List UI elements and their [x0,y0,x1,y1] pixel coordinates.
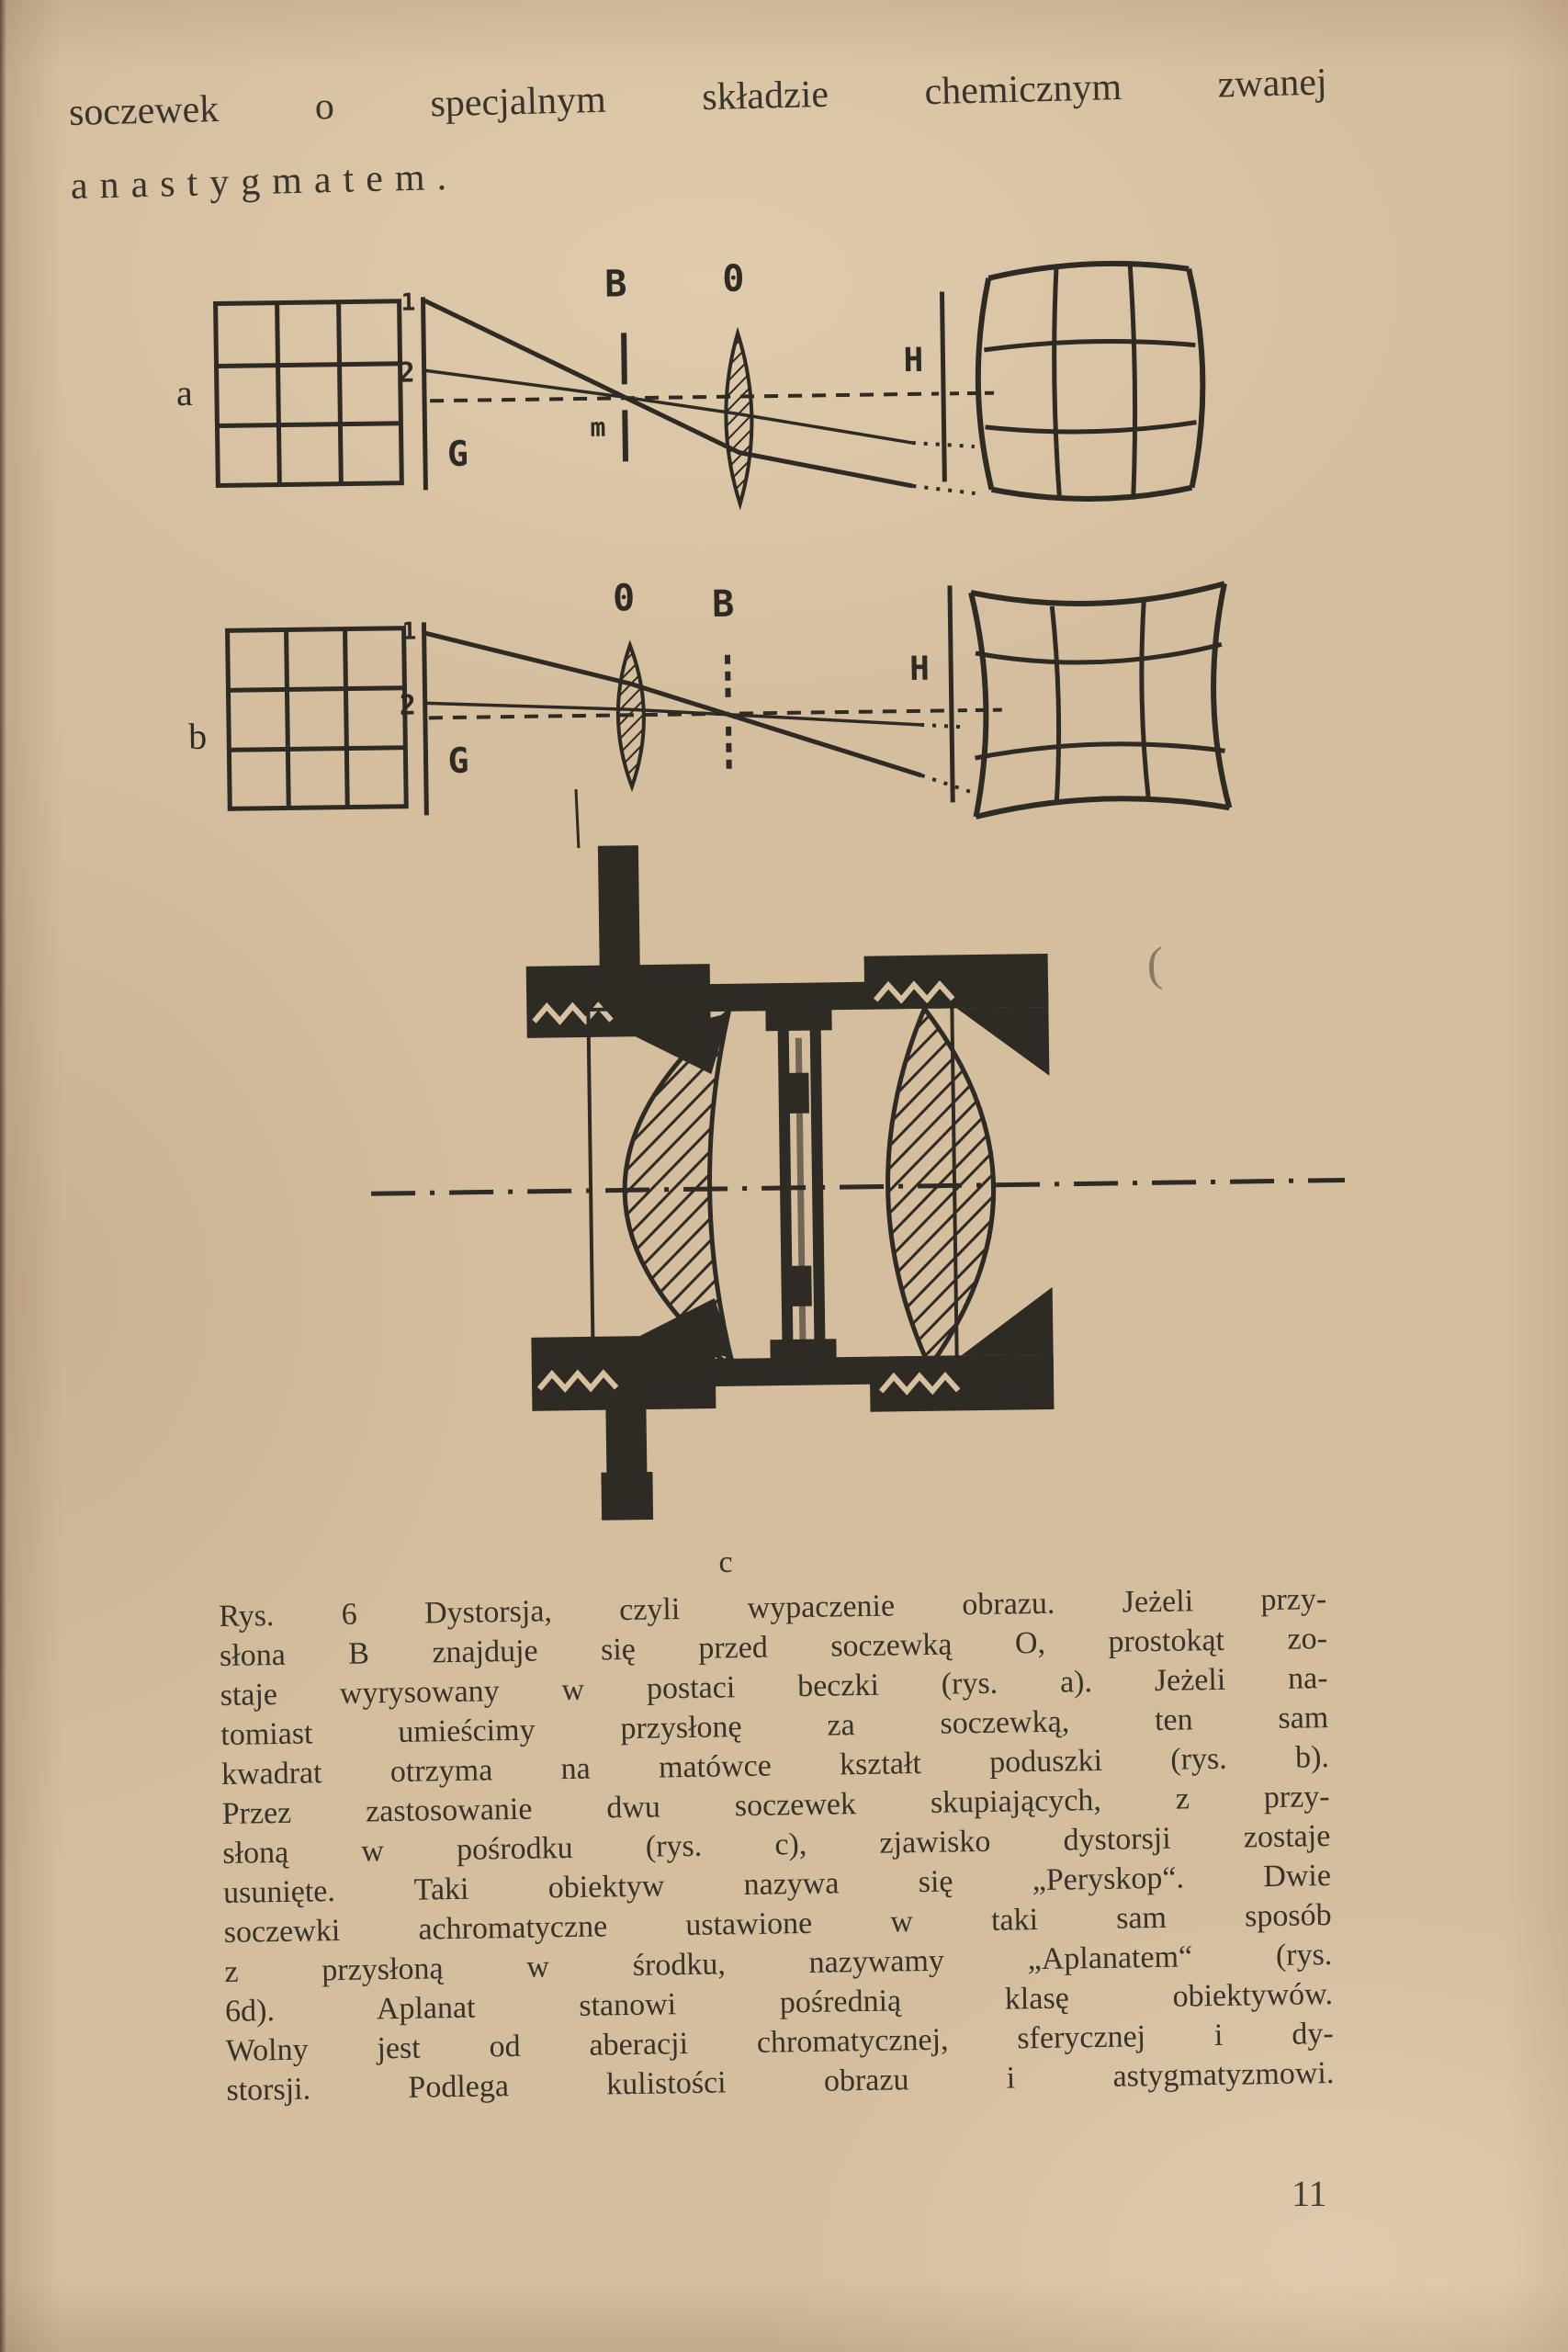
lens-b [617,645,645,786]
optical-axis [371,1180,1345,1193]
caption-line: z przysłoną w środku, nazywamy „Aplanatem“ (rys. [224,1938,1333,1989]
ground-glass-line-b [423,622,426,815]
label-image-plane-b: H [908,650,931,689]
bottom-stem-foot [601,1472,653,1521]
caption-line: soczewki achromatyczne ustawione w taki sam sposób [223,1898,1332,1950]
pincushion-distorted-image [971,583,1229,817]
top-right-block [864,954,1049,1010]
object-grid-a [216,301,402,486]
caption-line: kwadrat otrzyma na matówce kształt poduszki (rys. b). [220,1740,1330,1792]
label-m-a: m [590,412,606,443]
object-grid-b [228,628,407,809]
figure-caption [219,1579,1335,2110]
label-lens-a: 0 [721,257,745,300]
ground-glass-line-a [423,297,426,490]
caption-line: 6d). Aplanat stanowi pośrednią klasę obiektywów. [224,1977,1334,2029]
label-ground-glass-a: G [446,433,469,475]
page-number: 11 [1292,2173,1327,2214]
label-point1-a: 1 [400,288,416,317]
bottom-right-wedge [961,1287,1054,1355]
stray-mark: ( [1146,938,1164,991]
label-aperture-b: B [711,582,735,627]
caption-line: Rys. 6 Dystorsja, czyli wypaczenie obrazu. Jeżeli przy- [219,1582,1327,1634]
caption-line: storsji. Podlega kulistości obrazu i astygmatyzmowi. [226,2055,1335,2108]
top-right-wedge [956,1007,1049,1077]
label-lens-b: 0 [612,577,636,620]
label-a: a [175,371,194,414]
figure-sublabel-c: c [718,1545,733,1579]
caption-line: Przez zastosowanie dwu soczewek skupiających, z przy- [221,1780,1330,1831]
label-point2-a: 2 [398,356,415,390]
stray-line [576,789,579,848]
caption-line: staje wyrysowany w postaci beczki (rys. a). Jeżeli na- [220,1661,1328,1713]
label-image-plane-a: H [903,341,924,380]
label-point2-b: 2 [399,689,417,722]
top-stem [598,845,640,975]
image-plane-h-b [950,585,953,802]
label-aperture-a: B [604,263,627,306]
label-b: b [187,715,208,757]
rays-a [425,293,998,502]
diagram-c [366,778,1349,1523]
caption-line: słona B znajduje się przed soczewką O, prostokąt zo- [219,1622,1328,1673]
diagram-a [175,252,1204,514]
label-ground-glass-b: G [447,740,469,782]
label-point1-b: 1 [401,617,417,646]
image-plane-h-a [942,291,944,481]
caption-line: tomiast umieścimy przysłonę za soczewką, ten sam [220,1701,1329,1752]
body-text-line: soczewek o specjalnym składzie chemicznym zwanej [68,61,1328,135]
diagram-b [186,569,1230,828]
caption-line: usunięte. Taki obiektyw nazywa się „Peryskop“. Dwie [222,1859,1332,1910]
caption-line: Wolny jest od aberacji chromatycznej, sferycznej i dy- [225,2016,1334,2068]
central-diaphragm [765,1006,836,1363]
body-text-line: anastygmatem. [70,155,459,208]
lens-a [725,333,753,503]
barrel-distorted-image [976,262,1204,501]
caption-line: słoną w pośrodku (rys. c), zjawisko dystorsji zostaje [222,1819,1331,1871]
